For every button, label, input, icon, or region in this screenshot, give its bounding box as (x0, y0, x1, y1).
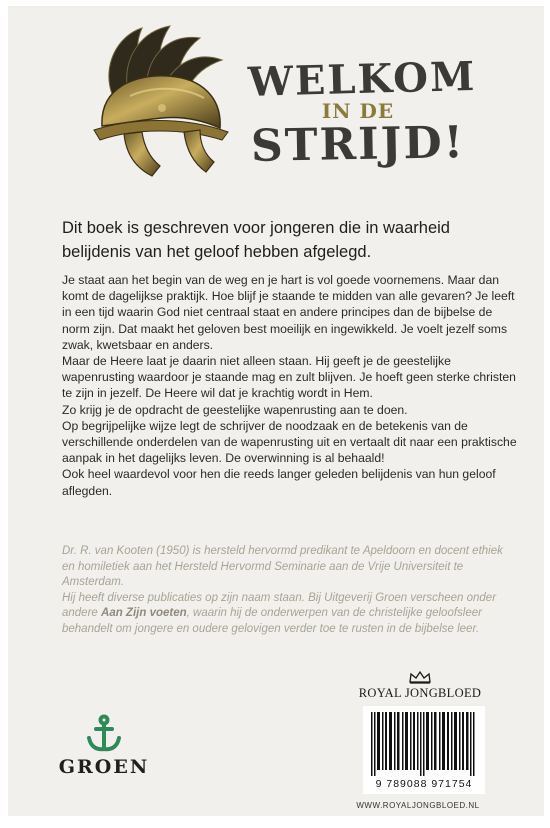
intro-text: Dit boek is geschreven voor jongeren die in waarheid belijdenis van het geloof hebben afgelegd. (62, 219, 450, 261)
title-line-3: STRIJD! (250, 117, 466, 172)
author-bio-paragraph: Dr. R. van Kooten (1950) is hersteld hervormd predikant te Apeldoorn en docent ethiek en homiletiek aan het Hersteld Hervormd Seminarie aan de Vrije Universiteit te Amsterdam. (62, 545, 503, 588)
publisher-name: GROEN (58, 756, 150, 778)
roman-helmet-image (72, 16, 242, 186)
blurb-paragraph: Maar de Heere laat je daarin niet alleen staan. Hij geeft je de geestelijke wapenrusting waardoor je staande mag en zult blijven. Je hoeft geen sterke christen te zijn in jezelf. De Heere wil dat je krachtig wordt in Hem. (62, 354, 516, 401)
title-line-1: WELKOM (247, 52, 477, 106)
barcode (363, 706, 485, 794)
blurb-paragraph: Op begrijpelijke wijze legt de schrijver de noodzaak en de betekenis van de verschillende onderdelen van de wapenrusting uit en vertaalt dit naar een praktische aanpak in het dagelijks leven. De overwinning is al behaald! (62, 418, 517, 466)
author-bio-text: Hij heeft diverse publicaties op zijn naam staan. Bij Uitgeverij Groen verscheen onder andere (62, 591, 497, 619)
blurb-text (62, 272, 522, 499)
publisher-url: WWW.ROYALJONGBLOED.NL (356, 801, 480, 810)
barcode-bars (369, 712, 479, 776)
title-line-2: IN DE (321, 99, 395, 123)
imprint-name: ROYAL JONGBLOED (358, 686, 482, 700)
publisher-logo (54, 714, 154, 778)
author-bio-text: , waarin hij de onderwerpen van de christelijke geloofsleer behandelt om jongere en oudere gelovigen verder toe te rusten in de bijbelse leer. (62, 607, 482, 635)
book-title-reference: Aan Zijn voeten (101, 607, 187, 619)
cover-title (247, 52, 477, 172)
crown-icon (408, 670, 432, 684)
anchor-icon (84, 714, 124, 754)
blurb-paragraph: Je staat aan het begin van de weg en je hart is vol goede voornemens. Maar dan komt de dagelijkse praktijk. Hoe blijf je staande te midden van alle gevaren? Je leeft in een tijd waarin God niet centraal staat en andere principes dan de bijbelse de norm zijn. Dat maakt het geloven best moeilijk en ingewikkeld. Je voelt jezelf soms zwak, kwetsbaar en anders. (62, 273, 515, 352)
isbn-number: 9 789088 971754 (375, 778, 473, 790)
blurb-paragraph: Ook heel waardevol voor hen die reeds langer geleden belijdenis van hun geloof aflegden. (62, 467, 496, 498)
blurb-paragraph: Zo krijg je de opdracht de geestelijke wapenrusting aan te doen. (62, 402, 408, 417)
author-bio (62, 544, 512, 637)
imprint-logo (344, 670, 496, 701)
author-bio-paragraph (62, 591, 512, 638)
book-back-cover (8, 6, 544, 816)
